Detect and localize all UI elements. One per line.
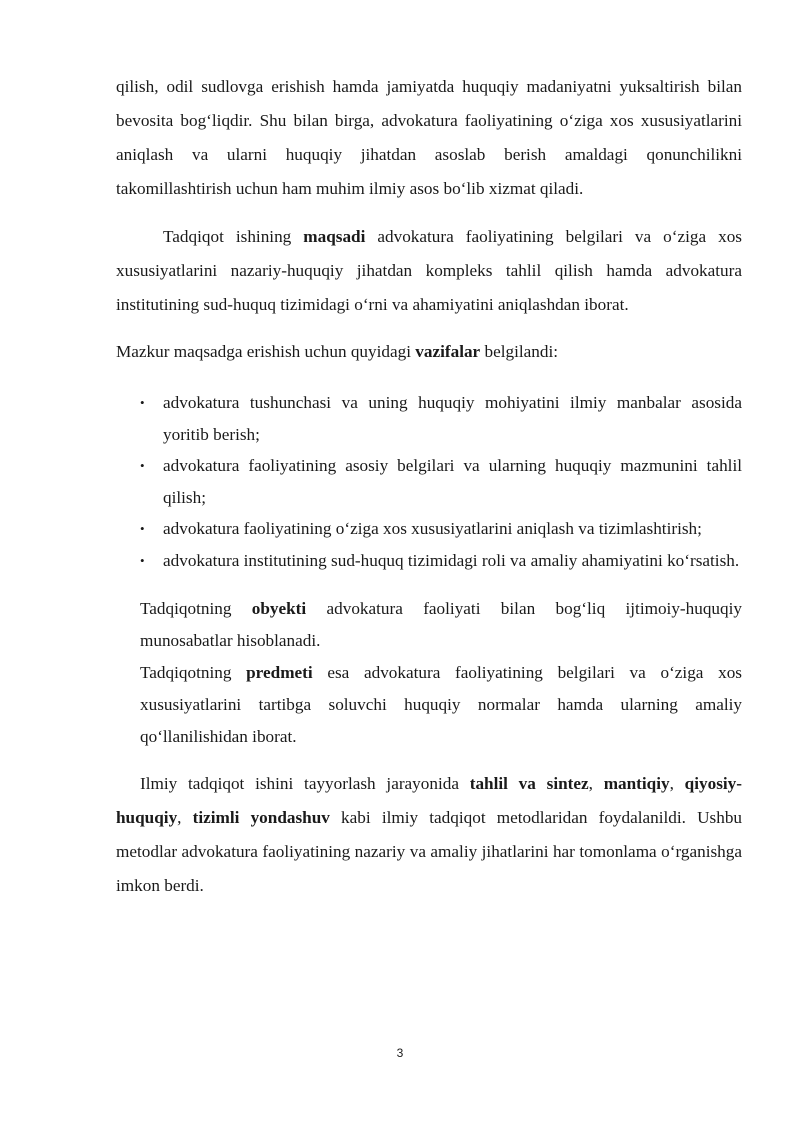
subject-keyword: predmeti	[246, 663, 313, 682]
list-item-text: advokatura tushunchasi va uning huquqiy mohiyatini ilmiy manbalar asosida yoritib berish;	[163, 393, 742, 444]
method-logical: mantiqiy	[603, 774, 670, 793]
list-item	[116, 545, 742, 577]
tasks-intro-tail: belgilandi:	[480, 342, 559, 361]
bullet-icon: •	[140, 458, 145, 473]
list-item	[116, 513, 742, 545]
document-page	[116, 70, 742, 903]
methods-separator: ,	[669, 774, 685, 793]
paragraph-tasks-intro	[116, 335, 742, 369]
list-item-text: advokatura faoliyatining o‘ziga xos xususiyatlarini aniqlash va tizimlashtirish;	[163, 519, 702, 538]
paragraph-research-methods	[116, 767, 742, 903]
paragraph-intro-continuation: qilish, odil sudlovga erishish hamda jamiyatda huquqiy madaniyatni yuksaltirish bilan bevosita bog‘liqdir. Shu bilan birga, advokatura faoliyatining o‘ziga xos xususiyatlarini aniqlash va ularni huquqiy jihatdan asoslab berish amaldagi qonunchilikni takomillashtirish uchun ham muhim ilmiy asos bo‘lib xizmat qiladi.	[116, 77, 742, 198]
method-systemic-approach: tizimli yondashuv	[192, 808, 330, 827]
methods-separator: ,	[177, 808, 193, 827]
list-item	[116, 387, 742, 450]
object-text-body: advokatura faoliyati bilan bog‘liq ijtimoiy-huquqiy munosabatlar hisoblanadi.	[140, 599, 742, 650]
bullet-icon: •	[140, 521, 145, 536]
object-keyword: obyekti	[251, 599, 307, 618]
list-item-text: advokatura institutining sud-huquq tizimidagi roli va amaliy ahamiyatini ko‘rsatish.	[163, 550, 740, 570]
page-number: 3	[396, 1046, 404, 1060]
tasks-list	[116, 387, 742, 576]
methods-text-body: kabi ilmiy tadqiqot metodlaridan foydalanildi. Ushbu metodlar advokatura faoliyatining nazariy va amaliy jihatlarini har tomonlama o‘rganishga imkon berdi.	[116, 808, 743, 895]
list-item	[116, 450, 742, 513]
object-text-lead: Tadqiqotning	[140, 599, 252, 618]
paragraph-research-goal	[116, 220, 742, 322]
list-item-text: advokatura faoliyatining asosiy belgilari va ularning huquqiy mazmunini tahlil qilish;	[163, 456, 742, 507]
paragraph-research-subject	[140, 657, 742, 753]
subject-text-lead: Tadqiqotning	[140, 663, 247, 682]
goal-text-body: advokatura faoliyatining belgilari va o‘ziga xos xususiyatlarini nazariy-huquqiy jihatdan kompleks tahlil qilish hamda advokatura institutining sud-huquq tizimidagi o‘rni va ahamiyatini aniqlashdan iborat.	[116, 227, 742, 314]
bullet-icon: •	[140, 395, 145, 410]
tasks-keyword: vazifalar	[415, 342, 481, 361]
method-comparative-legal: qiyosiy-huquqiy	[116, 774, 742, 827]
paragraph-research-object	[140, 593, 742, 657]
goal-keyword: maqsadi	[303, 227, 366, 246]
goal-text-lead: Tadqiqot ishining	[163, 227, 304, 246]
subject-text-body: esa advokatura faoliyatining belgilari va o‘ziga xos xususiyatlarini tartibga soluvchi huquqiy normalar hamda ularning amaliy qo‘llanilishidan iborat.	[140, 663, 742, 746]
methods-text-lead: Ilmiy tadqiqot ishini tayyorlash jarayonida	[140, 774, 470, 793]
bullet-icon: •	[140, 552, 145, 568]
method-analysis-synthesis: tahlil va sintez	[469, 774, 589, 793]
tasks-intro-lead: Mazkur maqsadga erishish uchun quyidagi	[116, 342, 416, 361]
methods-separator: ,	[588, 774, 604, 793]
